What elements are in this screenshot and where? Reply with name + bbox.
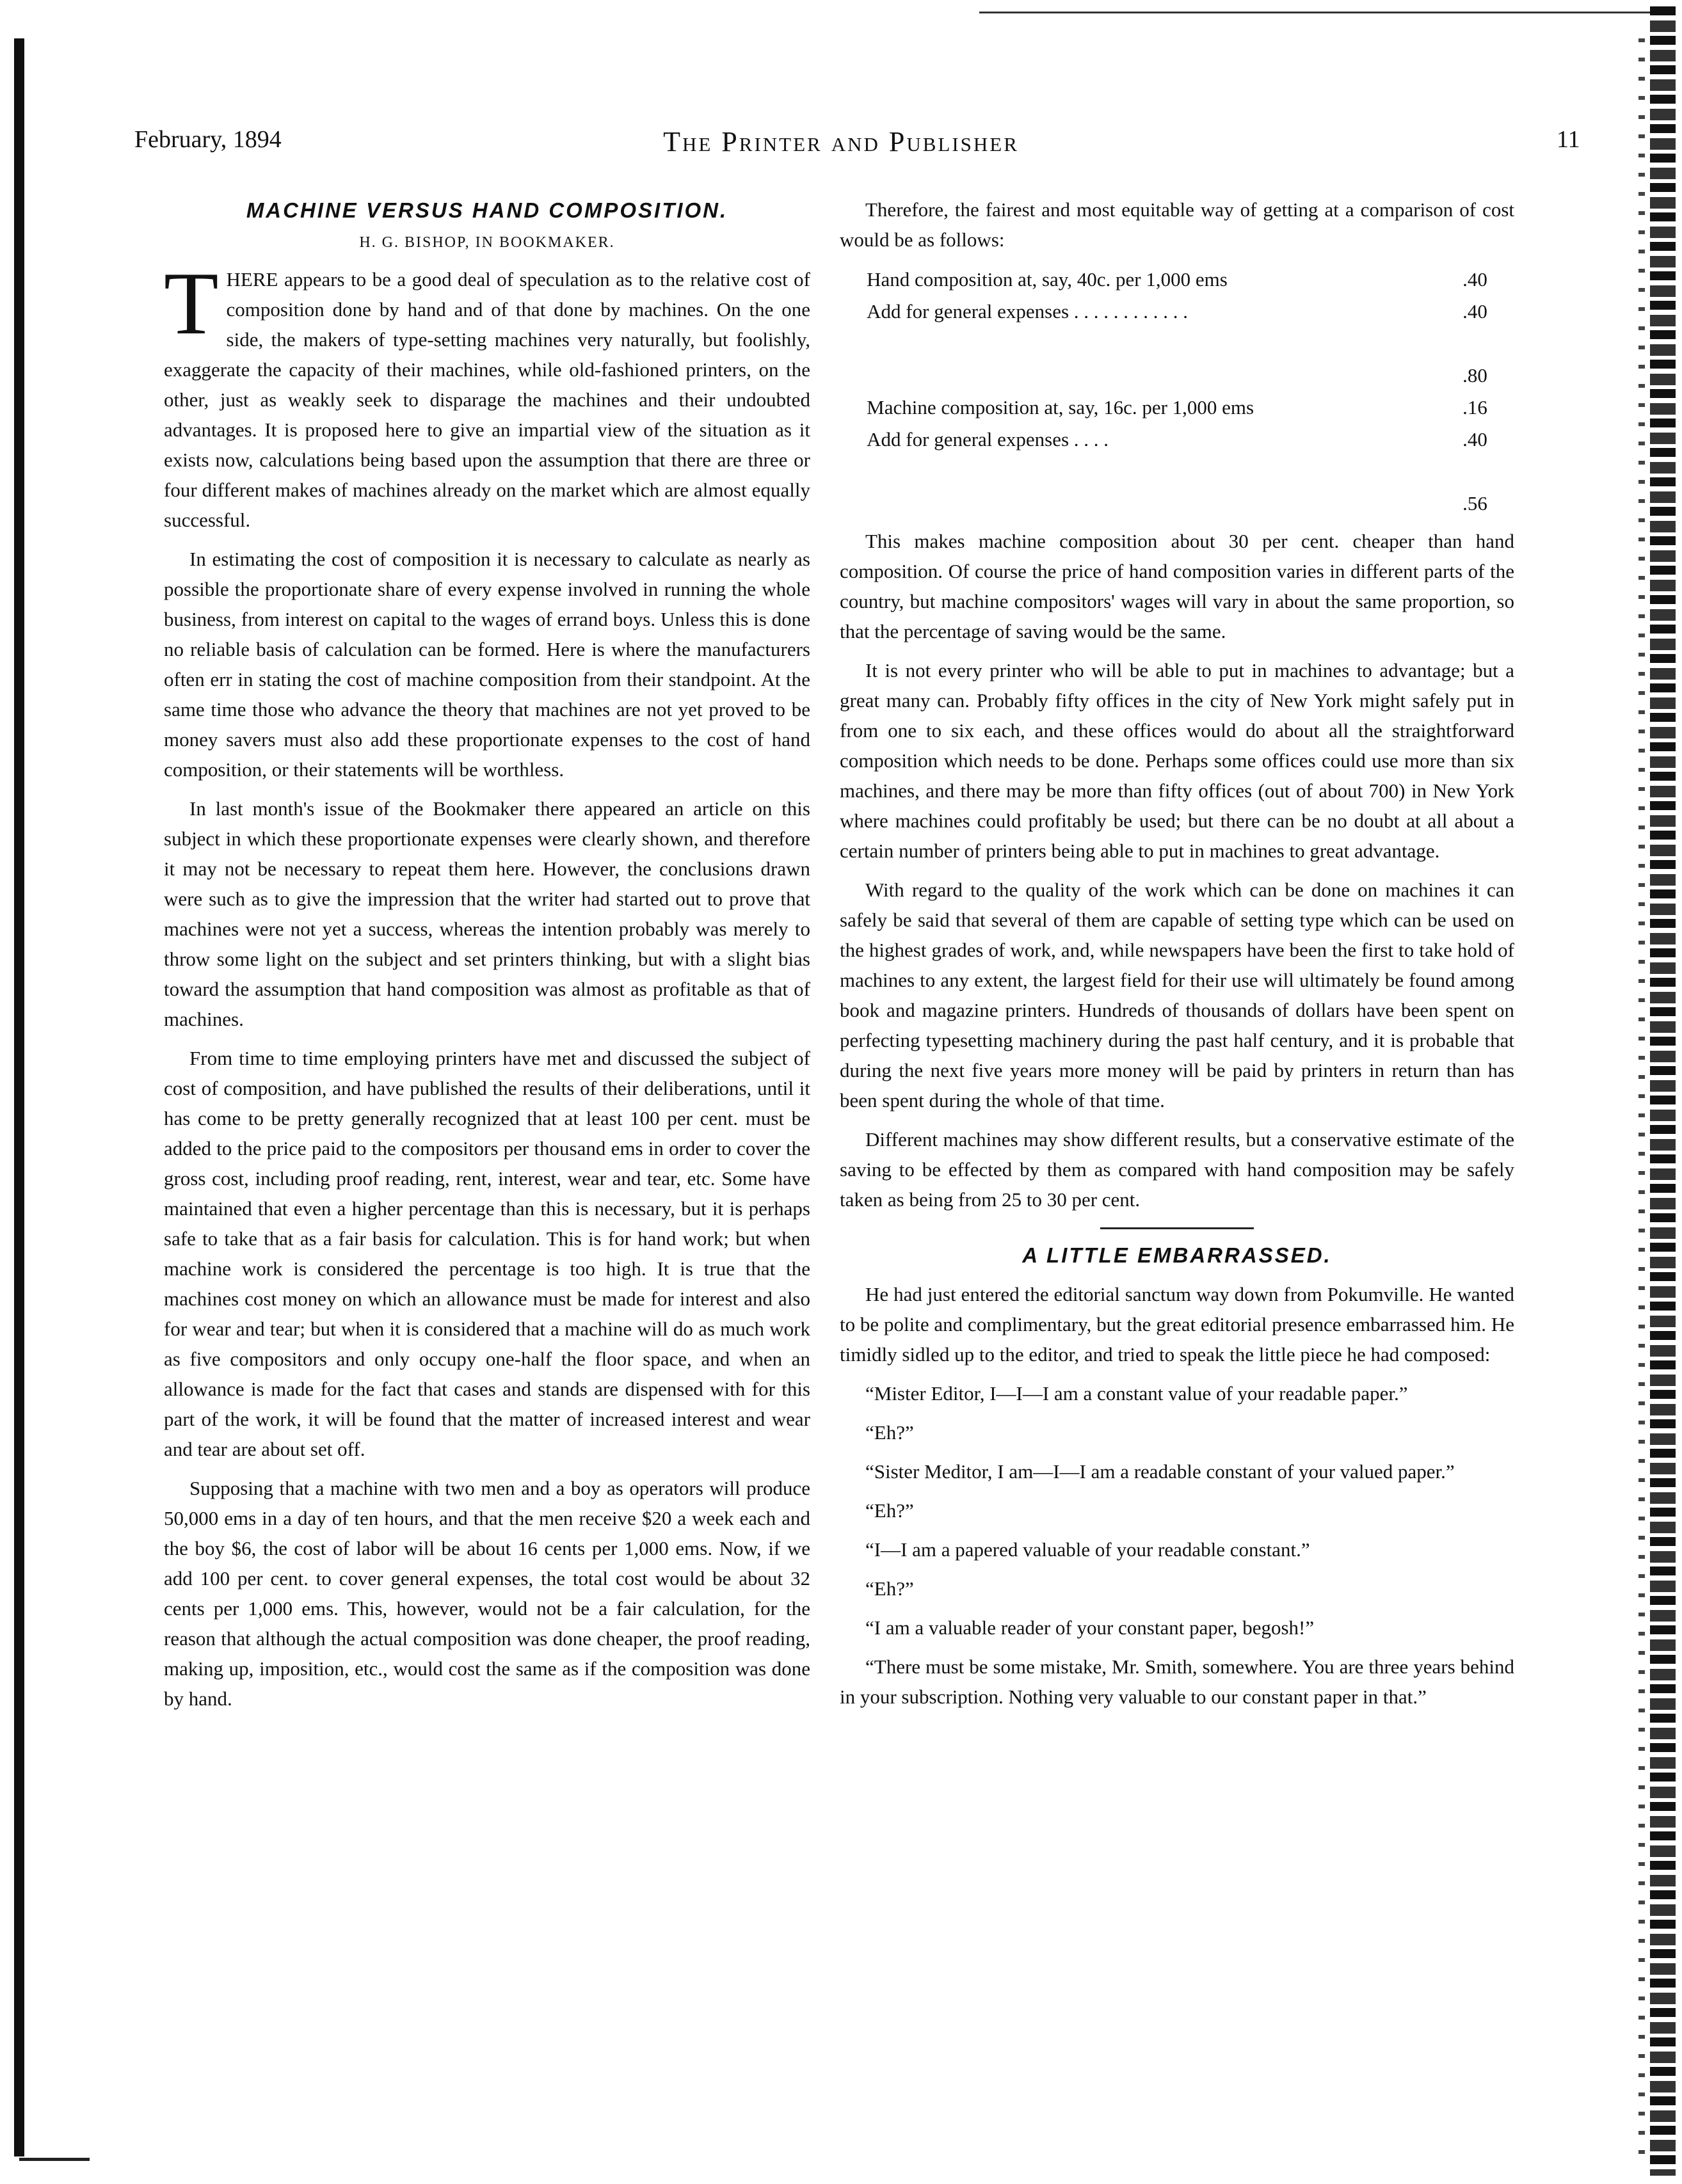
cost-label — [867, 456, 1430, 488]
cost-amount: .16 — [1462, 396, 1487, 418]
cost-row — [867, 456, 1487, 488]
scan-bottom-mark — [19, 2158, 90, 2161]
header-publication: The Printer and Publisher — [663, 126, 1019, 157]
dialogue-line: “Eh?” — [865, 1421, 914, 1444]
article-paragraph: He had just entered the editorial sanctum way down from Pokumville. He wanted to be polite and complimentary, but the great editorial presence embarrassed him. He timidly sidled up to the editor, and tried to speak the little piece he had composed: — [840, 1283, 1514, 1366]
cost-amount: .40 — [1462, 268, 1487, 291]
cost-total: .56 — [1462, 492, 1487, 514]
cost-row — [867, 488, 1487, 520]
cost-row — [867, 296, 1487, 328]
article-paragraph — [164, 254, 810, 535]
scan-top-rule — [979, 12, 1670, 13]
cost-label: Hand composition at, say, 40c. per 1,000 ems — [867, 268, 1228, 291]
article-paragraph: From time to time employing printers have met and discussed the subject of cost of composition, and have published the results of their deliberations, until it has come to be pretty generally recognized that at least 100 per cent. must be added to the price paid to the compositors per thousand ems in order to cover the gross cost, including proof reading, rent, interest, wear and tear, etc. Some have maintained that even a higher percentage than this is necessary, but it is perhaps safe to take that as a fair basis for calculation. This is for hand work; but when machine work is considered the percentage is too high. It is true that the machines cost money on which an allowance must be made for interest and also for wear and tear; but when it is considered that a machine will do as much work as five compositors and only occupy one-half the floor space, and when an allowance is made for the fact that cases and stands are dispensed with for this part of the work, it will be found that the matter of increased interest and wear and tear are about set off. — [164, 1047, 810, 1460]
dialogue-line: “Mister Editor, I—I—I am a constant value of your readable paper.” — [865, 1382, 1408, 1405]
header-page-number: 11 — [1557, 126, 1580, 153]
dialogue-line: “Eh?” — [865, 1499, 914, 1522]
cost-comparison-table — [867, 264, 1487, 520]
cost-amount: .40 — [1462, 428, 1487, 450]
right-column — [840, 192, 1514, 1721]
cost-label: Add for general expenses . . . . — [867, 428, 1109, 450]
article-paragraph: This makes machine composition about 30 per cent. cheaper than hand composition. Of course the price of hand composition varies in different parts of the country, but machine compositors' wages will vary in about the same proportion, so that the percentage of saving would be the same. — [840, 530, 1514, 642]
cost-amount: .40 — [1462, 300, 1487, 323]
article-paragraph: In estimating the cost of composition it is necessary to calculate as nearly as possible the proportionate share of every expense involved in running the whole business, from interest on capital to the wages of errand boys. Unless this is done no reliable basis of calculation can be formed. Here is where the manufacturers often err in stating the cost of machine composition from their standpoint. At the same time those who advance the theory that machines are not yet proved to be money savers must also add these proportionate expenses to the cost of hand composition, or their statements will be worthless. — [164, 548, 810, 781]
article-paragraph: Different machines may show different results, but a conservative estimate of the saving to be effected by them as compared with hand composition may be safely taken as being from 25 to 30 per cent. — [840, 1128, 1514, 1211]
paragraph-text: HERE appears to be a good deal of speculation as to the relative cost of composition done by hand and of that done by machines. On the one side, the makers of type-setting machines very naturally, but foolishly, exaggerate the capacity of their machines, while old-fashioned printers, on the other, just as weakly seek to disparage the machines and their undoubted advantages. It is proposed here to give an impartial view of the situation as it exists now, calculations being based upon the assumption that there are three or four different makes of machines already on the market which are almost equally successful. — [164, 268, 810, 531]
scan-left-edge — [14, 38, 24, 2156]
cost-label — [867, 328, 1430, 360]
cost-label — [867, 360, 1430, 392]
article-title: A LITTLE EMBARRASSED. — [1022, 1243, 1332, 1267]
article-separator — [1100, 1227, 1254, 1229]
cost-label — [867, 488, 1430, 520]
dialogue-line: “Sister Meditor, I am—I—I am a readable constant of your valued paper.” — [865, 1460, 1455, 1483]
cost-total: .80 — [1462, 364, 1487, 387]
dialogue-line: “I—I am a papered valuable of your readable constant.” — [865, 1538, 1310, 1561]
cost-amount — [1430, 456, 1487, 488]
article-paragraph: Therefore, the fairest and most equitable way of getting at a comparison of cost would be as follows: — [840, 198, 1514, 251]
article-paragraph: In last month's issue of the Bookmaker there appeared an article on this subject in which these proportionate expenses were clearly shown, and therefore it may not be necessary to repeat them here. However, the conclusions drawn were such as to give the impression that the writer had started out to prove that machines were not yet a success, whereas the intention probably was merely to throw some light on the subject and set printers thinking, but with a slight bias toward the assumption that hand composition was almost as profitable as that of machines. — [164, 797, 810, 1030]
cost-row — [867, 392, 1487, 424]
header-date: February, 1894 — [134, 126, 282, 153]
drop-cap: T — [164, 254, 219, 353]
cost-row — [867, 264, 1487, 296]
article-title: MACHINE VERSUS HAND COMPOSITION. — [246, 198, 728, 222]
cost-label: Add for general expenses . . . . . . . . . . . . — [867, 300, 1189, 323]
cost-amount — [1430, 328, 1487, 360]
cost-row — [867, 424, 1487, 456]
dialogue-line: “There must be some mistake, Mr. Smith, somewhere. You are three years behind in your subscription. Nothing very valuable to our constant paper in that.” — [840, 1655, 1514, 1708]
dialogue-line: “Eh?” — [865, 1577, 914, 1600]
scan-right-edge — [1650, 6, 1676, 2176]
cost-row — [867, 360, 1487, 392]
left-column — [164, 192, 810, 1723]
article-paragraph: It is not every printer who will be able to put in machines to advantage; but a great many can. Probably fifty offices in the city of New York might safely put in from one to six each, and these offices would do about all the straightforward composition which needs to be done. Perhaps some offices could use more than six machines, and there may be more than fifty offices (out of about 700) in New York where machines could profitably be used; but there can be no doubt at all about a certain number of printers being able to put in machines to great advantage. — [840, 659, 1514, 862]
scan-right-edge-inner — [1638, 38, 1645, 2163]
cost-row — [867, 328, 1487, 360]
dialogue-line: “I am a valuable reader of your constant paper, begosh!” — [865, 1616, 1315, 1639]
article-paragraph: With regard to the quality of the work which can be done on machines it can safely be said that several of them are capable of setting type which can be used on the highest grades of work, and, while newspapers have been the first to take hold of machines to any extent, the largest field for their use will ultimately be found among book and magazine printers. Hundreds of thousands of dollars have been spent on perfecting typesetting machinery during the past half century, and it is probable that during the next five years more money will be paid by printers in return than has been spent during the whole of that time. — [840, 879, 1514, 1112]
cost-label: Machine composition at, say, 16c. per 1,000 ems — [867, 396, 1254, 418]
article-byline: H. G. BISHOP, IN BOOKMAKER. — [359, 234, 615, 251]
article-paragraph: Supposing that a machine with two men and a boy as operators will produce 50,000 ems in a day of ten hours, and that the men receive $20 a week each and the boy $6, the cost of labor will be about 16 cents per 1,000 ems. Now, if we add 100 per cent. to cover general expenses, the total cost would be about 32 cents per 1,000 ems. This, however, would not be a fair calculation, for the reason that although the actual composition was done cheaper, the proof reading, making up, imposition, etc., would cost the same as if the composition was done by hand. — [164, 1477, 810, 1710]
